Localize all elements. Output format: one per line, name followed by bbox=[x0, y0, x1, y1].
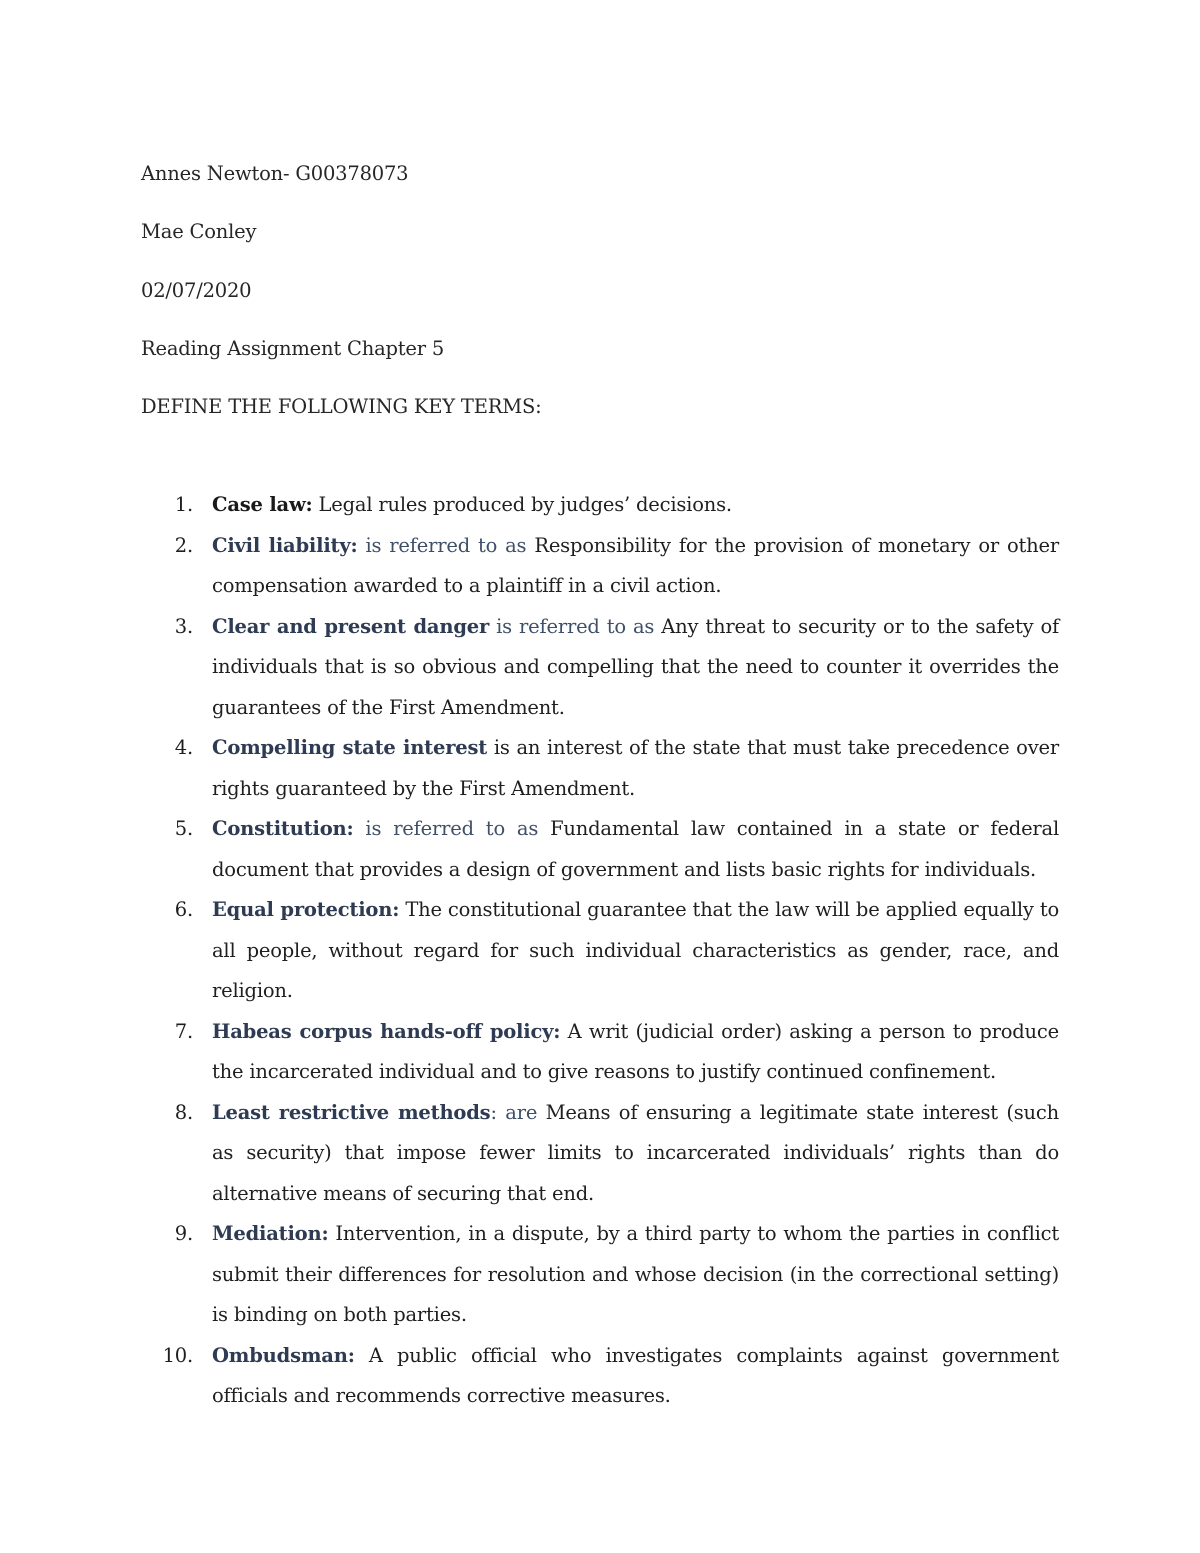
term-connector: : are bbox=[490, 1100, 538, 1124]
term-definition: Means of ensuring a legitimate state interest (such as security) that impose fewer limits to incarcerated individuals’ rights than do alternative means of securing that end. bbox=[212, 1100, 1059, 1205]
term-label: Case law: bbox=[212, 493, 313, 516]
term-item-ombudsman bbox=[141, 1336, 1059, 1417]
term-definition: Responsibility for the provision of monetary or other compensation awarded to a plaintiff in a civil action. bbox=[212, 533, 1059, 597]
list-number: 10. bbox=[162, 1343, 193, 1367]
student-name-id: Annes Newton- G00378073 bbox=[141, 162, 409, 185]
term-label: Habeas corpus hands-off policy: bbox=[212, 1019, 561, 1043]
list-number: 2. bbox=[174, 533, 193, 557]
term-definition: Legal rules produced by judges’ decisions. bbox=[312, 493, 732, 516]
term-item-equal-protection bbox=[141, 890, 1059, 1012]
term-connector: is referred to as bbox=[357, 533, 527, 557]
term-definition: A writ (judicial order) asking a person to produce the incarcerated individual and to give reasons to justify continued confinement. bbox=[212, 1019, 1059, 1083]
term-item-compelling-state-interest bbox=[141, 728, 1059, 809]
term-label: Equal protection: bbox=[212, 898, 400, 921]
list-number: 4. bbox=[174, 736, 193, 759]
instructions-heading: DEFINE THE FOLLOWING KEY TERMS: bbox=[141, 395, 542, 418]
term-item-constitution bbox=[141, 809, 1059, 890]
assignment-title: Reading Assignment Chapter 5 bbox=[141, 337, 445, 360]
term-item-case-law bbox=[141, 485, 1059, 526]
list-number: 5. bbox=[174, 817, 193, 840]
instructor-name: Mae Conley bbox=[141, 220, 257, 243]
term-definition: Fundamental law contained in a state or federal document that provides a design of government and lists basic rights for individuals. bbox=[212, 817, 1059, 881]
term-definition: Intervention, in a dispute, by a third party to whom the parties in conflict submit their differences for resolution and whose decision (in the correctional setting) is binding on both parties. bbox=[212, 1222, 1059, 1326]
term-label: Compelling state interest bbox=[212, 736, 488, 759]
term-item-least-restrictive-methods bbox=[141, 1093, 1059, 1215]
term-label: Mediation: bbox=[212, 1222, 329, 1245]
assignment-date: 02/07/2020 bbox=[141, 279, 252, 302]
term-item-clear-and-present-danger bbox=[141, 607, 1059, 729]
term-label: Civil liability: bbox=[212, 533, 358, 557]
term-definition: A public official who investigates complaints against government officials and recommends corrective measures. bbox=[212, 1343, 1059, 1407]
term-item-civil-liability bbox=[141, 526, 1059, 607]
term-connector: is referred to as bbox=[489, 614, 655, 638]
term-definition: Any threat to security or to the safety of individuals that is so obvious and compelling that the need to counter it overrides the guarantees of the First Amendment. bbox=[212, 614, 1060, 719]
term-item-habeas-corpus bbox=[141, 1012, 1059, 1093]
term-connector: is referred to as bbox=[353, 817, 539, 840]
term-label: Constitution: bbox=[212, 817, 354, 840]
list-number: 1. bbox=[174, 493, 193, 516]
term-definition: is an interest of the state that must take precedence over rights guaranteed by the First Amendment. bbox=[212, 736, 1059, 800]
list-number: 7. bbox=[174, 1019, 193, 1043]
term-label: Ombudsman: bbox=[212, 1343, 355, 1367]
term-item-mediation bbox=[141, 1214, 1059, 1336]
key-terms-list bbox=[141, 485, 1059, 1417]
term-definition: The constitutional guarantee that the law will be applied equally to all people, without regard for such individual characteristics as gender, race, and religion. bbox=[212, 898, 1060, 1002]
list-number: 9. bbox=[174, 1222, 193, 1245]
term-label: Clear and present danger bbox=[212, 614, 490, 638]
list-number: 6. bbox=[174, 898, 193, 921]
list-number: 3. bbox=[174, 614, 193, 638]
list-number: 8. bbox=[174, 1100, 193, 1124]
term-label: Least restrictive methods bbox=[212, 1100, 491, 1124]
